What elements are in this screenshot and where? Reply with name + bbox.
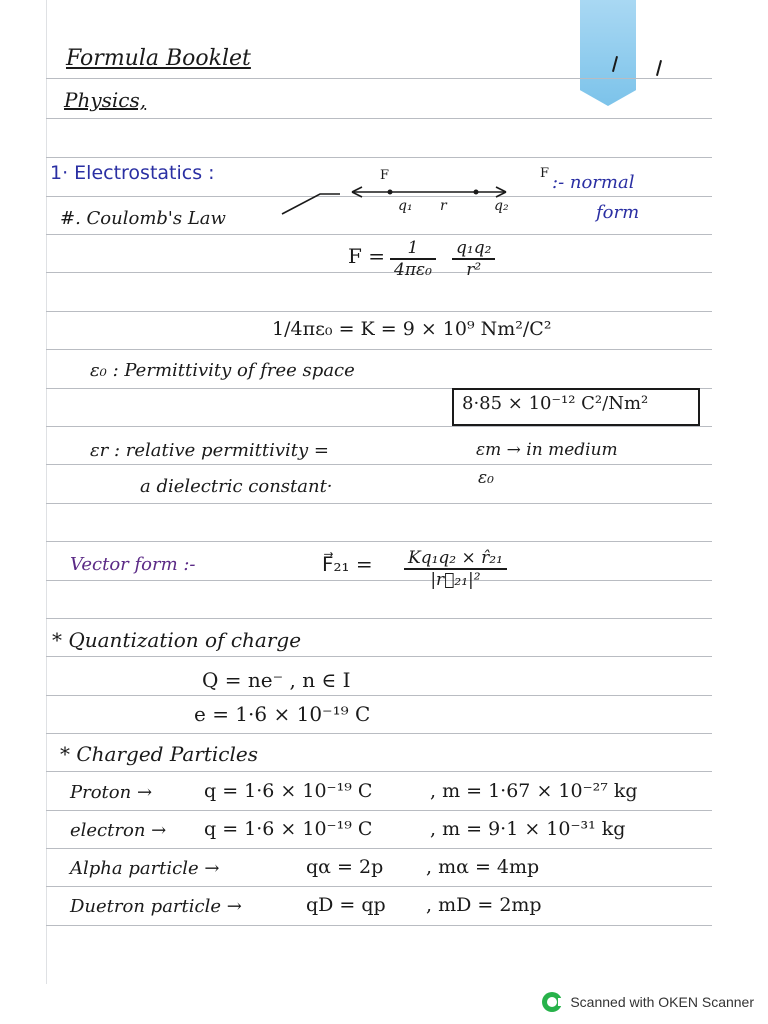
ruled-line: [46, 580, 712, 581]
particle-name: Proton →: [70, 782, 153, 803]
ruled-line: [46, 886, 712, 887]
diagram-q2: q₂: [494, 198, 509, 214]
diagram-force-right: F: [540, 166, 550, 181]
normal-form-label-line1: :- normal: [552, 172, 635, 193]
ruled-line: [46, 272, 712, 273]
particle-name: Alpha particle →: [70, 858, 220, 879]
diagram-q1: q₁: [398, 198, 413, 214]
relative-permittivity-numerator: εm → in medium: [476, 440, 618, 460]
particle-mass: , mα = 4mp: [426, 856, 540, 878]
particle-charge: q = 1·6 × 10⁻¹⁹ C: [204, 818, 373, 840]
vector-form-lhs: F⃗₂₁ =: [322, 552, 373, 576]
ruled-line: [46, 925, 712, 926]
section-heading-electrostatics: 1· Electrostatics :: [50, 162, 215, 184]
ruled-line: [46, 695, 712, 696]
ruled-line: [46, 118, 712, 119]
vector-form-label: Vector form :-: [70, 554, 196, 575]
scanner-watermark: [542, 992, 754, 1012]
margin-line: [46, 0, 47, 984]
particle-charge: q = 1·6 × 10⁻¹⁹ C: [204, 780, 373, 802]
fraction-numerator: 1: [390, 238, 436, 260]
normal-form-label-line2: form: [596, 202, 640, 223]
ruled-line: [46, 810, 712, 811]
permittivity-value: 8·85 × 10⁻¹² C²/Nm²: [462, 393, 649, 414]
oken-logo-icon: [542, 992, 562, 1012]
relative-permittivity-denominator: ε₀: [478, 468, 494, 488]
fraction-one-over-4pi-eps0: [390, 238, 436, 280]
bookmark-ribbon: [580, 0, 636, 106]
fraction-q1q2-over-r2: [452, 238, 495, 280]
fraction-denominator: r²: [466, 260, 482, 280]
ruled-line: [46, 426, 712, 427]
ruled-line: [46, 78, 712, 79]
pointer-line: [282, 194, 340, 214]
fraction-denominator: |r⃗₂₁|²: [430, 570, 481, 590]
elementary-charge-value: e = 1·6 × 10⁻¹⁹ C: [194, 702, 371, 726]
particle-name: electron →: [70, 820, 167, 841]
ruled-line: [46, 349, 712, 350]
coulomb-constant-value: 1/4πε₀ = K = 9 × 10⁹ Nm²/C²: [272, 318, 552, 340]
coulomb-law-label: #. Coulomb's Law: [60, 208, 226, 229]
permittivity-free-space: ε₀ : Permittivity of free space: [90, 360, 355, 381]
relative-permittivity: εr : relative permittivity =: [90, 440, 330, 461]
date-slash: [656, 60, 662, 76]
ruled-line: [46, 311, 712, 312]
ruled-line: [46, 234, 712, 235]
diagram-r: r: [440, 198, 447, 214]
particle-charge: qα = 2p: [306, 856, 384, 878]
diagram-force-left: F: [380, 168, 390, 183]
ruled-line: [46, 541, 712, 542]
ruled-line: [46, 848, 712, 849]
fraction-numerator: q₁q₂: [452, 238, 495, 260]
ruled-line: [46, 733, 712, 734]
ruled-line: [46, 618, 712, 619]
particle-charge: qD = qp: [306, 894, 386, 916]
charged-particles-heading: * Charged Particles: [60, 742, 258, 766]
particle-name: Duetron particle →: [70, 896, 242, 917]
particle-mass: , mD = 2mp: [426, 894, 542, 916]
vector-form-fraction: [404, 548, 507, 590]
particle-mass: , m = 9·1 × 10⁻³¹ kg: [430, 818, 626, 840]
ruled-line: [46, 157, 712, 158]
particle-mass: , m = 1·67 × 10⁻²⁷ kg: [430, 780, 638, 802]
scanner-watermark-text: Scanned with OKEN Scanner: [570, 994, 754, 1010]
charge-q1-dot: [388, 190, 393, 195]
subject-title: Physics,: [64, 88, 147, 112]
charge-q2-dot: [474, 190, 479, 195]
fraction-numerator: Kq₁q₂ × r̂₂₁: [404, 548, 507, 570]
dielectric-constant-note: a dielectric constant·: [140, 476, 333, 497]
quantization-equation: Q = ne⁻ , n ∈ I: [202, 668, 351, 692]
ruled-line: [46, 656, 712, 657]
ruled-line: [46, 771, 712, 772]
fraction-denominator: 4πε₀: [394, 260, 432, 280]
ruled-line: [46, 503, 712, 504]
ruled-line: [46, 464, 712, 465]
quantization-heading: * Quantization of charge: [52, 628, 302, 652]
booklet-title: Formula Booklet: [66, 46, 251, 71]
coulomb-lhs: F =: [348, 244, 385, 268]
